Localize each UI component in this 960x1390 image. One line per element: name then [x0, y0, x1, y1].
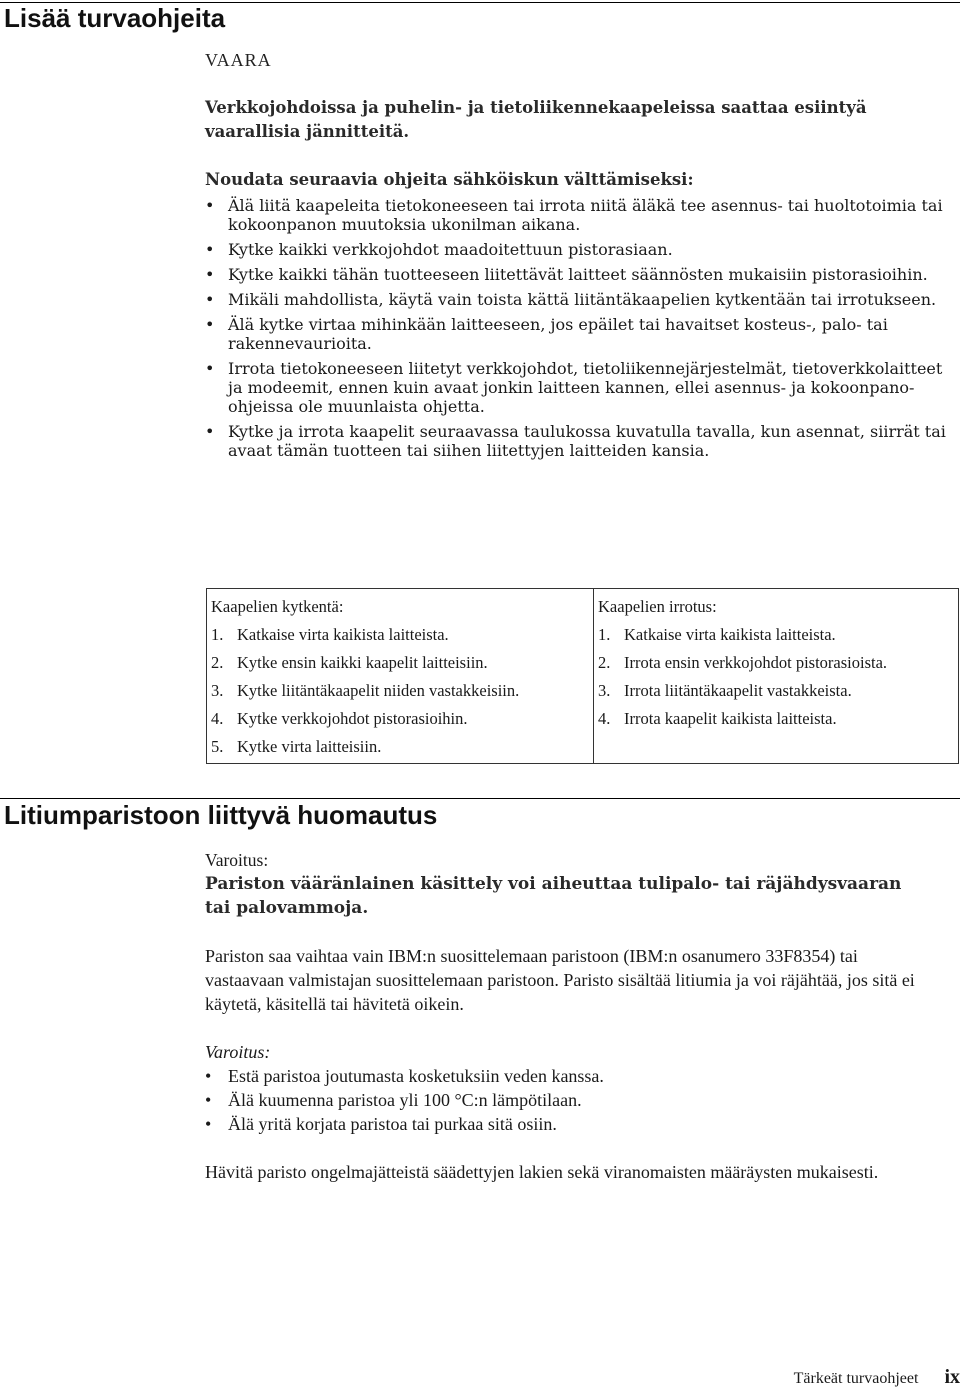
caution-label: Varoitus:: [205, 850, 269, 870]
safety-bullet-item-text: Mikäli mahdollista, käytä vain toista kättä liitäntäkaapelien kytkentään tai irrotukseen.: [228, 290, 937, 309]
connect-step: [211, 677, 589, 705]
caution-bullet-item-text: Älä yritä korjata paristoa tai purkaa sitä osiin.: [228, 1114, 557, 1134]
safety-bullet-item: [205, 290, 957, 309]
safety-bullet-item: [205, 315, 957, 353]
safety-bullet-item-text: Irrota tietokoneeseen liitetyt verkkojohdot, tietoliikennejärjestelmät, tietoverkkolaitteet ja modeemit, ennen kuin avaat jonkin laitteen kannen, ellei asennus- ja kokoonpano-ohjeissa ole muunlaista ohjetta.: [228, 359, 943, 416]
bullet-icon: •: [205, 265, 215, 284]
disconnect-step: [598, 705, 954, 733]
caution-bullet-list: [205, 1064, 957, 1136]
safety-bullet-item: [205, 422, 957, 460]
caution2-label: Varoitus:: [205, 1042, 271, 1062]
disconnect-step-text: Irrota kaapelit kaikista laitteista.: [624, 709, 837, 728]
safety-bullet-item-text: Kytke ja irrota kaapelit seuraavassa taulukossa kuvatulla tavalla, kun asennat, siirrät tai avaat tämän tuotteen tai siihen liitettyjen laitteiden kansia.: [228, 422, 946, 460]
bullet-icon: •: [205, 422, 215, 441]
connect-step-number: 2.: [211, 653, 224, 672]
connect-step: [211, 649, 589, 677]
connect-column: [207, 589, 594, 764]
disconnect-step-text: Irrota liitäntäkaapelit vastakkeista.: [624, 681, 852, 700]
connect-step-text: Katkaise virta kaikista laitteista.: [237, 625, 449, 644]
connect-step-text: Kytke liitäntäkaapelit niiden vastakkeisiin.: [237, 681, 520, 700]
bullet-icon: •: [205, 290, 215, 309]
connect-step-number: 4.: [211, 709, 224, 728]
disconnect-step-number: 4.: [598, 709, 611, 728]
battery-paragraph: Pariston saa vaihtaa vain IBM:n suosittelemaan paristoon (IBM:n osanumero 33F8354) tai vastaavaan valmistajan suosittelemaan paristoon. Paristo sisältää litiumia ja voi räjähtää, jos sitä ei käytetä, käsitellä tai hävitetä oikein.: [205, 946, 915, 1014]
safety-bullet-item-text: Kytke kaikki tähän tuotteeseen liitettävät laitteet säännösten mukaisiin pistorasioihin.: [228, 265, 928, 284]
caution-bullet-item-text: Älä kuumenna paristoa yli 100 °C:n lämpötilaan.: [228, 1090, 582, 1110]
connect-step-text: Kytke verkkojohdot pistorasioihin.: [237, 709, 468, 728]
page-number: ix: [944, 1366, 960, 1388]
bullet-icon: •: [205, 1090, 212, 1110]
disconnect-step-number: 2.: [598, 653, 611, 672]
caution-bullet-item-text: Estä paristoa joutumasta kosketuksiin veden kanssa.: [228, 1066, 604, 1086]
safety-bullet-item: [205, 359, 957, 416]
bullet-icon: •: [205, 196, 215, 215]
connect-step-text: Kytke virta laitteisiin.: [237, 737, 382, 756]
caution-text: Pariston vääränlainen käsittely voi aiheuttaa tulipalo- tai räjähdysvaaran tai palovammoja.: [205, 874, 902, 918]
bullet-icon: •: [205, 359, 215, 378]
safety-bullet-item-text: Kytke kaikki verkkojohdot maadoitettuun pistorasiaan.: [228, 240, 673, 259]
safety-bullet-item: [205, 196, 957, 234]
section-rule-battery: [0, 798, 960, 799]
closing-paragraph: Hävitä paristo ongelmajätteistä säädettyjen lakien sekä viranomaisten määräysten mukaisesti.: [205, 1162, 879, 1182]
connect-step-number: 1.: [211, 625, 224, 644]
section-battery-body: [205, 848, 957, 1184]
safety-bullet-item: [205, 240, 957, 259]
bullet-icon: •: [205, 1066, 212, 1086]
caution-bullet-item: [205, 1064, 957, 1088]
disconnect-step-text: Katkaise virta kaikista laitteista.: [624, 625, 836, 644]
safety-bullet-item-text: Älä kytke virtaa mihinkään laitteeseen, jos epäilet tai havaitset kosteus-, palo- tai rakennevaurioita.: [228, 315, 888, 353]
section-safety-body: [205, 48, 957, 466]
safety-bullet-item: [205, 265, 957, 284]
section-title-safety: Lisää turvaohjeita: [4, 3, 226, 33]
bullet-icon: •: [205, 240, 215, 259]
bullet-icon: •: [205, 1114, 212, 1134]
caution-bullet-item: [205, 1112, 957, 1136]
disconnect-header: Kaapelien irrotus:: [598, 597, 717, 616]
bullet-icon: •: [205, 315, 215, 334]
connect-step-number: 3.: [211, 681, 224, 700]
connect-step-number: 5.: [211, 737, 224, 756]
connect-step: [211, 705, 589, 733]
section-title-battery: Litiumparistoon liittyvä huomautus: [4, 800, 438, 830]
safety-bullet-item-text: Älä liitä kaapeleita tietokoneeseen tai irrota niitä äläkä tee asennus- tai huoltotoimia tai kokoonpanon muutoksia ukonilman aikana.: [228, 196, 943, 234]
connect-step: [211, 621, 589, 649]
disconnect-step-text: Irrota ensin verkkojohdot pistorasioista.: [624, 653, 888, 672]
disconnect-step-number: 3.: [598, 681, 611, 700]
danger-intro: Verkkojohdoissa ja puhelin- ja tietoliikennekaapeleissa saattaa esiintyä vaarallisia jännitteitä.: [205, 98, 867, 141]
safety-bullet-list: [205, 196, 957, 460]
connect-header: Kaapelien kytkentä:: [211, 597, 344, 616]
instructions-lead: Noudata seuraavia ohjeita sähköiskun välttämiseksi:: [205, 170, 694, 189]
footer-text: Tärkeät turvaohjeet: [793, 1370, 919, 1387]
connect-step: [211, 733, 589, 761]
danger-label: VAARA: [205, 50, 272, 70]
disconnect-step-number: 1.: [598, 625, 611, 644]
disconnect-step: [598, 621, 954, 649]
disconnect-step: [598, 677, 954, 705]
connect-step-text: Kytke ensin kaikki kaapelit laitteisiin.: [237, 653, 488, 672]
cable-table: [206, 588, 959, 764]
disconnect-step: [598, 649, 954, 677]
page-footer: [794, 1366, 960, 1389]
caution-bullet-item: [205, 1088, 957, 1112]
disconnect-column: [594, 589, 959, 764]
